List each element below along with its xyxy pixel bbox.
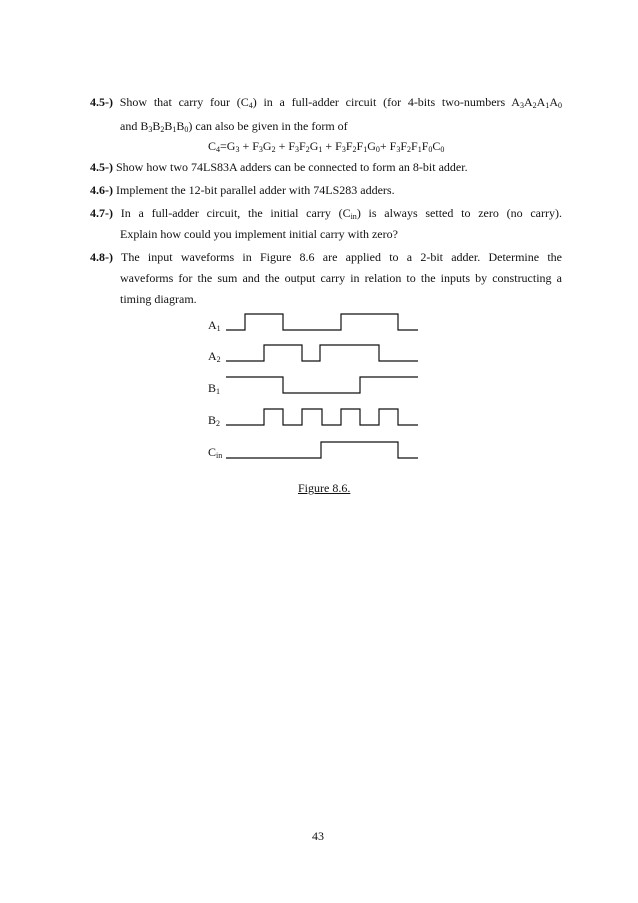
waveform-b2: [226, 409, 418, 425]
question-text: Show how two 74LS83A adders can be connected to form an 8-bit adder.: [116, 160, 468, 174]
figure-caption: Figure 8.6.: [298, 481, 351, 495]
question-number: 4.5-): [90, 160, 113, 174]
question-text: Show that carry four $(C_4)$ in a full-adder circuit (for 4-bits two-numbers $A_3A_2A_1A_0$: [119, 95, 562, 110]
waveform-a1: [226, 314, 418, 330]
waveform-b1: [226, 377, 418, 393]
question-text: Implement the 12-bit parallel adder with 74LS283 adders.: [116, 183, 395, 197]
question-text: and $B_3B_2B_1B_0$) can also be given in the form of: [120, 119, 348, 134]
signal-label-a1: $A_1$: [208, 318, 221, 333]
question-text: waveforms for the sum and the output carry in relation to the inputs by constructing a: [120, 271, 562, 285]
question-number: 4.7-): [90, 206, 113, 220]
signal-label-b1: $B_1$: [208, 381, 221, 396]
question-text: Explain how could you implement initial carry with zero?: [120, 227, 398, 241]
question-text: timing diagram.: [120, 292, 197, 306]
signal-label-a2: $A_2$: [208, 349, 221, 364]
page-number: 43: [312, 829, 324, 843]
question-text: In a full-adder circuit, the initial carry $(C_{in})$ is always setted to zero (no carry).: [120, 206, 562, 221]
question-text: The input waveforms in Figure 8.6 are applied to a 2-bit adder. Determine the: [121, 250, 562, 264]
waveform-a2: [226, 345, 418, 361]
question-number: 4.5-): [90, 95, 113, 109]
question-number: 4.6-): [90, 183, 113, 197]
question-number: 4.8-): [90, 250, 113, 264]
waveform-cin: [226, 442, 418, 458]
equation-text: $C_4=G_3 + F_3G_2 + F_3F_2G_1 + F_3F_2F_1G_0+ F_3F_2F_1F_0C_0$: [208, 139, 445, 154]
signal-label-b2: $B_2$: [208, 413, 221, 428]
signal-label-cin: $C_{in}$: [208, 445, 223, 460]
